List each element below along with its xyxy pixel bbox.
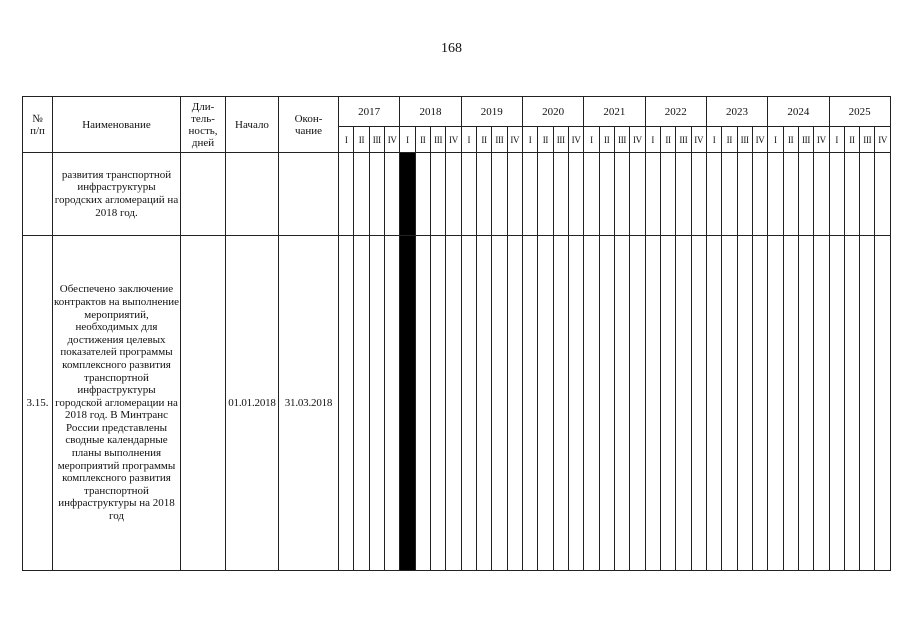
schedule-cell: [660, 236, 675, 571]
schedule-cell: [599, 236, 614, 571]
schedule-cell: [369, 153, 384, 236]
quarter-header: IV: [384, 127, 399, 153]
row-start-date: 01.01.2018: [226, 236, 279, 571]
quarter-header: IV: [752, 127, 767, 153]
schedule-cell: [737, 236, 752, 571]
year-header-2022: 2022: [645, 97, 706, 127]
quarter-header: II: [354, 127, 369, 153]
schedule-cell: [844, 236, 859, 571]
quarter-header: III: [369, 127, 384, 153]
quarter-header: IV: [630, 127, 645, 153]
schedule-cell: [354, 236, 369, 571]
year-header-2020: 2020: [522, 97, 583, 127]
schedule-cell: [783, 153, 798, 236]
quarter-header: II: [783, 127, 798, 153]
year-header-2025: 2025: [829, 97, 890, 127]
schedule-cell: [415, 153, 430, 236]
quarter-header: II: [844, 127, 859, 153]
quarter-header: I: [400, 127, 415, 153]
row-number: [23, 153, 53, 236]
quarter-header: III: [553, 127, 568, 153]
schedule-cell: [722, 153, 737, 236]
schedule-cell: [798, 153, 813, 236]
schedule-cell: [691, 236, 706, 571]
schedule-cell: [461, 153, 476, 236]
header-end: Окон- чание: [279, 97, 339, 153]
schedule-cell: [829, 236, 844, 571]
quarter-header: II: [660, 127, 675, 153]
schedule-cell: [737, 153, 752, 236]
schedule-cell: [476, 236, 491, 571]
quarter-header: IV: [446, 127, 461, 153]
schedule-cell: [384, 236, 399, 571]
schedule-table: [22, 96, 891, 571]
schedule-cell: [446, 153, 461, 236]
schedule-cell: [584, 153, 599, 236]
schedule-cell: [814, 153, 829, 236]
quarter-header: III: [737, 127, 752, 153]
row-end-date: [279, 153, 339, 236]
schedule-cell: [354, 153, 369, 236]
schedule-bar: [400, 153, 415, 236]
quarter-header: III: [430, 127, 445, 153]
schedule-cell: [568, 153, 583, 236]
schedule-cell: [660, 153, 675, 236]
schedule-bar: [400, 236, 415, 571]
schedule-cell: [752, 153, 767, 236]
quarter-header: III: [614, 127, 629, 153]
schedule-cell: [614, 153, 629, 236]
schedule-cell: [645, 236, 660, 571]
schedule-cell: [691, 153, 706, 236]
schedule-cell: [706, 153, 721, 236]
header-name: Наименование: [53, 97, 181, 153]
quarter-header: IV: [875, 127, 890, 153]
year-header-2018: 2018: [400, 97, 461, 127]
row-duration: [181, 236, 226, 571]
schedule-cell: [553, 153, 568, 236]
schedule-cell: [553, 236, 568, 571]
quarter-header: II: [599, 127, 614, 153]
row-duration: [181, 153, 226, 236]
quarter-header: I: [522, 127, 537, 153]
year-header-2019: 2019: [461, 97, 522, 127]
year-header-2021: 2021: [584, 97, 645, 127]
quarter-header: IV: [568, 127, 583, 153]
schedule-cell: [446, 236, 461, 571]
header-num: № п/п: [23, 97, 53, 153]
quarter-header: II: [538, 127, 553, 153]
schedule-cell: [384, 153, 399, 236]
header-duration: Дли- тель- ность, дней: [181, 97, 226, 153]
schedule-cell: [584, 236, 599, 571]
quarter-header: I: [829, 127, 844, 153]
quarter-header: I: [584, 127, 599, 153]
row-start-date: [226, 153, 279, 236]
schedule-cell: [676, 153, 691, 236]
quarter-header: III: [676, 127, 691, 153]
row-number: 3.15.: [23, 236, 53, 571]
schedule-cell: [676, 236, 691, 571]
row-name: развития транспортной инфраструктуры городских агломераций на 2018 год.: [53, 153, 181, 236]
schedule-cell: [614, 236, 629, 571]
quarter-header: I: [706, 127, 721, 153]
quarter-header: II: [476, 127, 491, 153]
quarter-header: III: [860, 127, 875, 153]
schedule-cell: [829, 153, 844, 236]
quarter-header: IV: [691, 127, 706, 153]
schedule-cell: [798, 236, 813, 571]
schedule-cell: [568, 236, 583, 571]
schedule-cell: [339, 236, 354, 571]
schedule-cell: [476, 153, 491, 236]
schedule-cell: [645, 153, 660, 236]
quarter-header: III: [798, 127, 813, 153]
quarter-header: II: [722, 127, 737, 153]
quarter-header: IV: [507, 127, 522, 153]
row-end-date: 31.03.2018: [279, 236, 339, 571]
schedule-cell: [860, 236, 875, 571]
quarter-header: I: [461, 127, 476, 153]
table-row: [23, 236, 891, 571]
schedule-cell: [768, 153, 783, 236]
year-header-2023: 2023: [706, 97, 767, 127]
schedule-cell: [706, 236, 721, 571]
quarter-header: I: [645, 127, 660, 153]
schedule-cell: [630, 236, 645, 571]
schedule-cell: [522, 236, 537, 571]
table-row: [23, 153, 891, 236]
schedule-cell: [630, 153, 645, 236]
schedule-cell: [875, 236, 890, 571]
schedule-cell: [339, 153, 354, 236]
schedule-cell: [538, 236, 553, 571]
schedule-cell: [860, 153, 875, 236]
schedule-cell: [492, 236, 507, 571]
quarter-header: I: [339, 127, 354, 153]
row-name: Обеспечено заключение контрактов на выполнение мероприятий, необходимых для достижения целевых показателей программы комплексного развития транспортной инфраструктуры городской агломерации на 2018 год. В Минтранс России представлены сводные календарные планы выполнения мероприятий программы комплексного развития транспортной инфраструктуры на 2018 год: [53, 236, 181, 571]
schedule-cell: [522, 153, 537, 236]
schedule-cell: [844, 153, 859, 236]
schedule-cell: [783, 236, 798, 571]
schedule-cell: [507, 153, 522, 236]
quarter-header: IV: [814, 127, 829, 153]
schedule-cell: [538, 153, 553, 236]
schedule-cell: [752, 236, 767, 571]
schedule-cell: [768, 236, 783, 571]
schedule-cell: [430, 236, 445, 571]
quarter-header: III: [492, 127, 507, 153]
page-number: 168: [441, 41, 462, 56]
schedule-cell: [415, 236, 430, 571]
schedule-cell: [722, 236, 737, 571]
quarter-header: II: [415, 127, 430, 153]
schedule-cell: [492, 153, 507, 236]
header-start: Начало: [226, 97, 279, 153]
year-header-2024: 2024: [768, 97, 829, 127]
schedule-cell: [814, 236, 829, 571]
schedule-cell: [461, 236, 476, 571]
quarter-header: I: [768, 127, 783, 153]
schedule-cell: [430, 153, 445, 236]
schedule-cell: [369, 236, 384, 571]
year-header-2017: 2017: [339, 97, 400, 127]
schedule-cell: [599, 153, 614, 236]
schedule-cell: [507, 236, 522, 571]
schedule-cell: [875, 153, 890, 236]
